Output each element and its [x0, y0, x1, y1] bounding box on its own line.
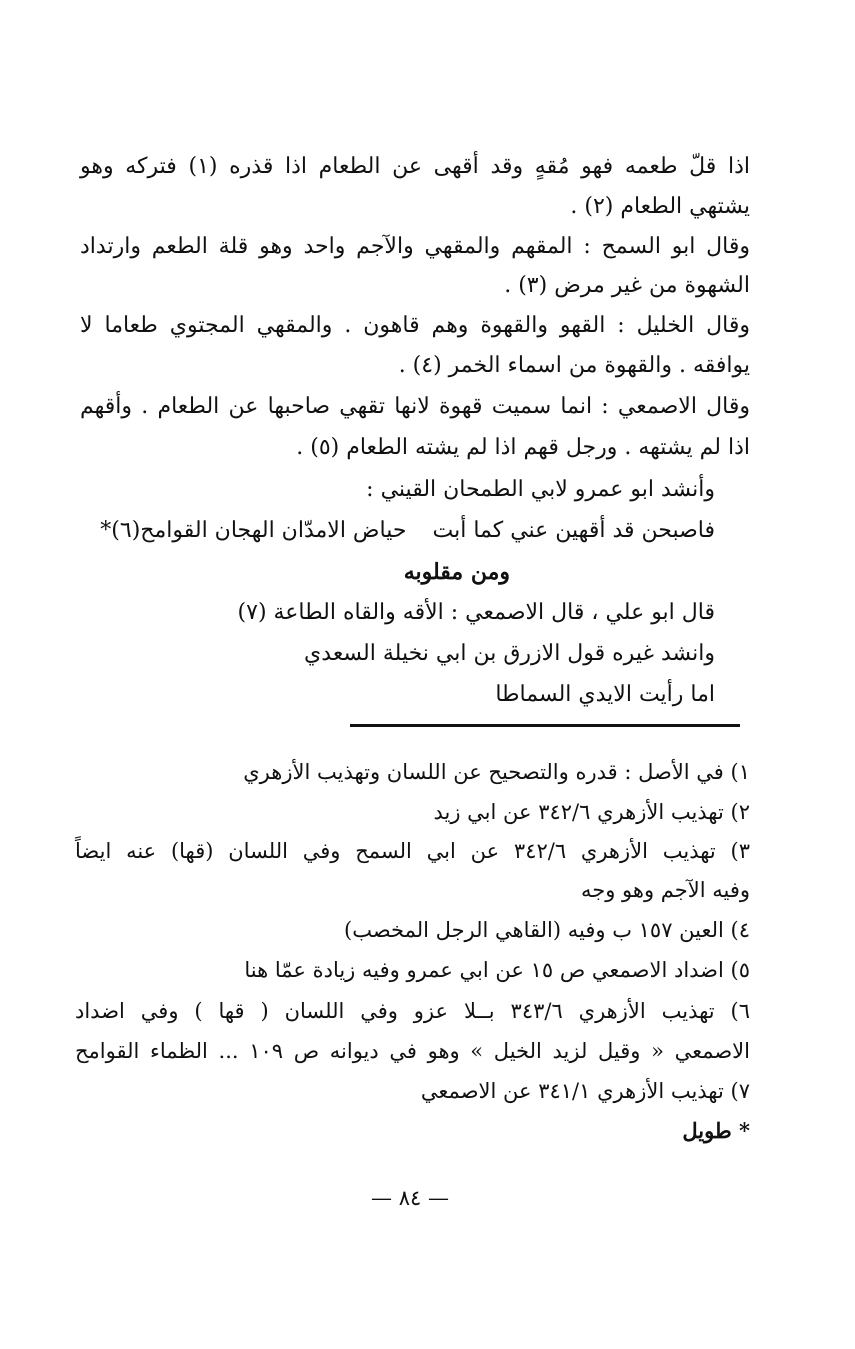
footnote: ٣) تهذيب الأزهري ٣٤٢/٦ عن ابي السمح وفي اللسان (قها) عنه ايضاً — [75, 839, 750, 863]
verse-first-hemistich: فاصبحن قد أقهين عني كما أبت — [432, 518, 715, 543]
body-line: يوافقه . والقهوة من اسماء الخمر (٤) . — [398, 353, 750, 378]
footnote: ٤) العين ١٥٧ ب وفيه (القاهي الرجل المخصب) — [344, 918, 750, 942]
body-line: وقال الاصمعي : انما سميت قهوة لانها تقهي صاحبها عن الطعام . وأقهم — [80, 394, 750, 419]
body-line: وأنشد ابو عمرو لابي الطمحان القيني : — [366, 477, 715, 502]
body-line: اذا لم يشتهه . ورجل قهم اذا لم يشته الطعام (٥) . — [296, 435, 750, 460]
body-line: قال ابو علي ، قال الاصمعي : الأقه والقاه الطاعة (٧) — [237, 600, 715, 625]
footnote: ٦) تهذيب الأزهري ٣٤٣/٦ بــلا عزو وفي اللسان ( قها ) وفي اضداد — [75, 999, 750, 1023]
footnote-meter: * طويل — [682, 1118, 750, 1143]
footnote-separator — [350, 724, 740, 727]
footnote: ٢) تهذيب الأزهري ٣٤٢/٦ عن ابي زيد — [433, 800, 750, 824]
verse-line — [100, 516, 715, 546]
footnote: ٧) تهذيب الأزهري ٣٤١/١ عن الاصمعي — [420, 1079, 750, 1103]
section-heading: ومن مقلوبه — [403, 559, 510, 585]
body-line: وانشد غيره قول الازرق بن ابي نخيلة السعدي — [304, 641, 715, 666]
body-line: وقال ابو السمح : المقهم والمقهي والآجم واحد وهو قلة الطعم وارتداد — [80, 234, 750, 259]
body-line: وقال الخليل : القهو والقهوة وهم قاهون . والمقهي المجتوي طعاما لا — [80, 313, 750, 338]
footnote: الاصمعي « وقيل لزيد الخيل » وهو في ديوانه ص ١٠٩ ... الظماء القوامح — [75, 1039, 750, 1063]
footnote: ١) في الأصل : قدره والتصحيح عن اللسان وتهذيب الأزهري — [243, 760, 750, 784]
body-line: اذا قلّ طعمه فهو مُقهٍ وقد أقهى عن الطعام اذا قذره (١) فتركه وهو — [80, 154, 750, 179]
page-number: — ٨٤ — — [371, 1186, 449, 1210]
body-line: يشتهي الطعام (٢) . — [570, 194, 750, 219]
body-line: اما رأيت الايدي السماطا — [495, 682, 715, 707]
footnote: ٥) اضداد الاصمعي ص ١٥ عن ابي عمرو وفيه زيادة عمّا هنا — [244, 958, 750, 982]
footnote: وفيه الآجم وهو وجه — [580, 878, 750, 902]
verse-second-hemistich: حياض الامدّان الهجان القوامح(٦)* — [100, 518, 407, 543]
body-line: الشهوة من غير مرض (٣) . — [504, 273, 750, 298]
